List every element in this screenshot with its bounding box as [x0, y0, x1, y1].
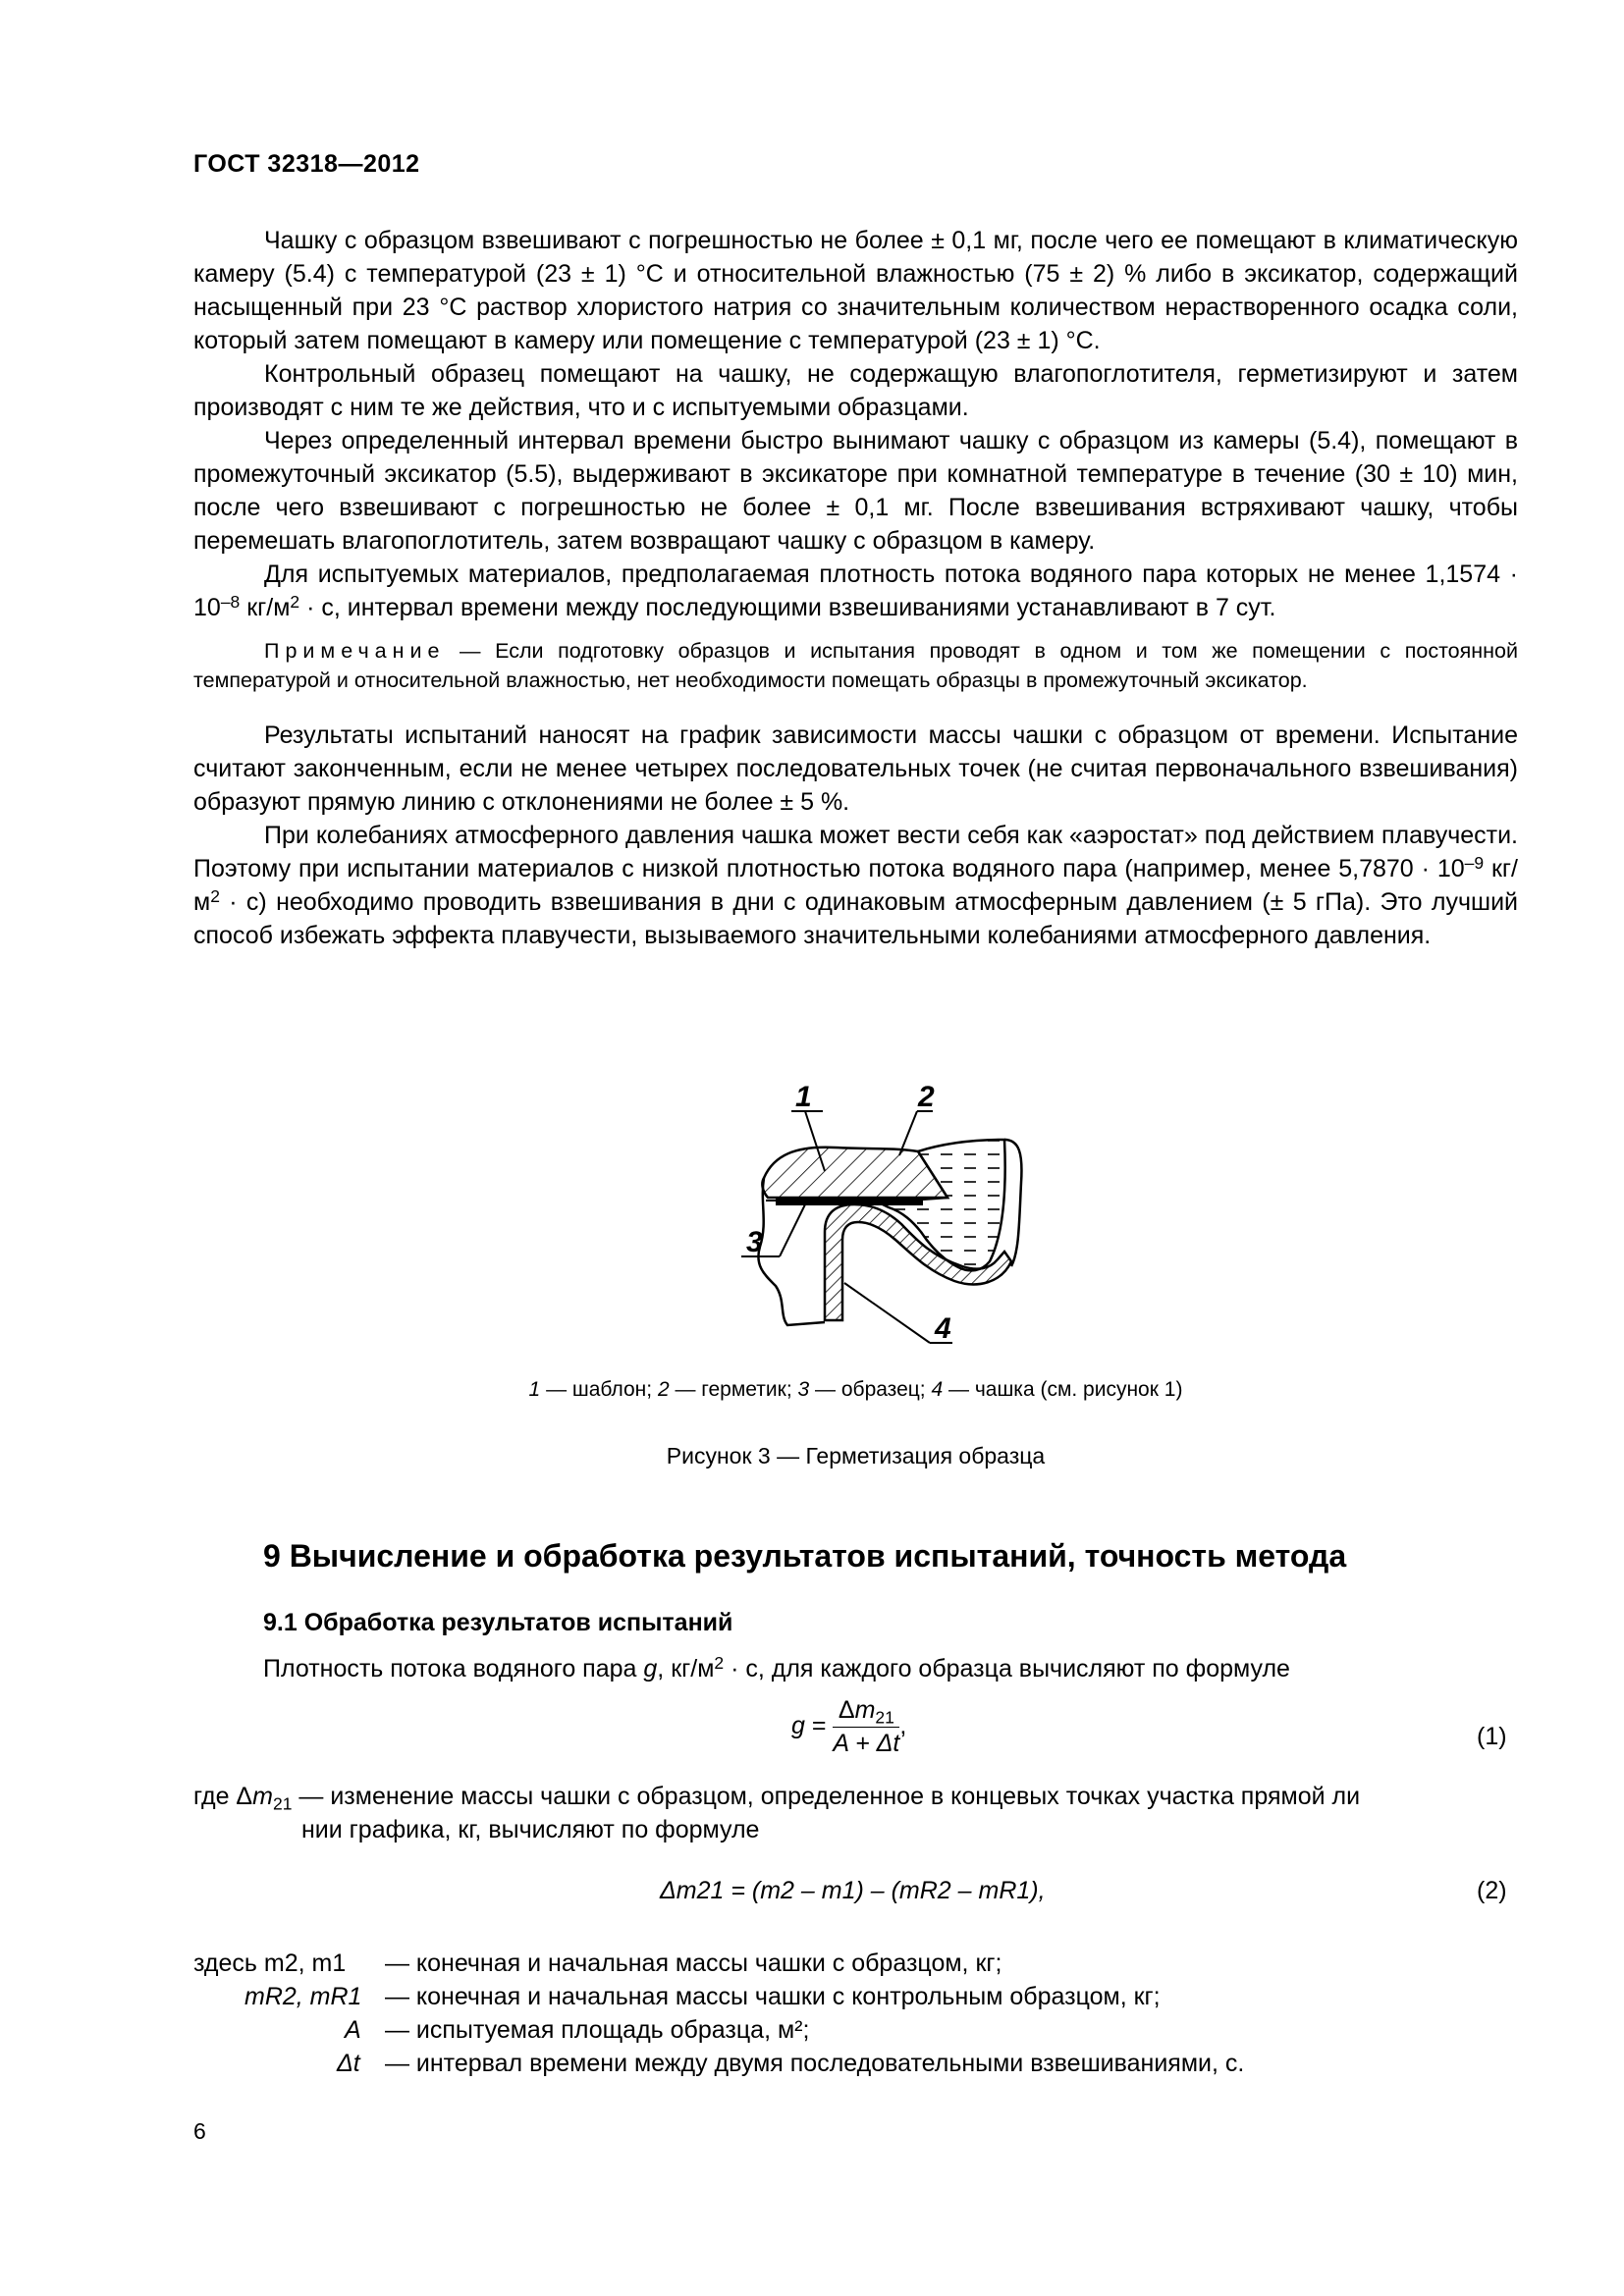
where-definition: где $\Delta m_{21}$ — изменение массы чашки с образцом, определенное в концевых точках участка прямой ли нии графика, кг, вычисляют по формуле — [193, 1783, 1361, 1843]
body-text — [193, 224, 1518, 952]
figure-label-3: 3 — [746, 1226, 763, 1258]
equation-number-1: (1) — [1477, 1723, 1507, 1750]
fraction: $\frac{\Delta m_{21}}{A + \Delta t}$ — [833, 1696, 900, 1757]
figure-label-1: 1 — [795, 1081, 812, 1113]
definition-row: mR2, mR1 — конечная и начальная массы чашки с контрольным образцом, кг; — [244, 1983, 1161, 2010]
sealing-diagram — [677, 1065, 1070, 1369]
note-label: Примечание — [264, 639, 446, 663]
page-number: 6 — [193, 2118, 206, 2144]
paragraph: Чашку с образцом взвешивают с погрешностью не более ± 0,1 мг, после чего ее помещают в климатическую камеру (5.4) с температурой (23 ± 1) °С и относительной влажностью (75 ± 2) % либо в эксикатор, содержащий насыщенный при 23 °С раствор хлористого натрия со значительным количеством нерастворенного осадка соли, который затем помещают в камеру или помещение с температурой (23 ± 1) °С. — [193, 227, 1518, 354]
paragraph: Для испытуемых материалов, предполагаемая плотность потока водяного пара которых не менее $1,1574 \cdot 10^{-8}$ $кг/м^2 \cdot с$, интервал времени между последующими взвешиваниями устанавливают в 7 сут. — [193, 561, 1518, 621]
paragraph: Результаты испытаний наносят на график зависимости массы чашки с образцом от времени. Испытание считают законченным, если не менее четырех последовательных точек (не считая первоначального взвешивания) образуют прямую линию с отклонениями не более ± 5 %. — [193, 721, 1518, 816]
figure-legend: 1 — шаблон; 2 — герметик; 3 — образец; 4 — чашка (см. рисунок 1) — [528, 1378, 1183, 1401]
definition-row: Δt — интервал времени между двумя последовательными взвешиваниями, с. — [337, 2050, 1245, 2077]
formula-2: Δm21 = (m2 – m1) – (mR2 – mR1), — [660, 1877, 1046, 1904]
section-title: 9 Вычисление и обработка результатов испытаний, точность метода — [263, 1538, 1347, 1574]
equation-number-2: (2) — [1477, 1877, 1507, 1904]
paragraph: Через определенный интервал времени быстро вынимают чашку с образцом из камеры (5.4), помещают в промежуточный эксикатор (5.5), выдерживают в эксикаторе при комнатной температуре в течение (30 ± 10) мин, после чего взвешивают с погрешностью не более ± 0,1 мг. После взвешивания встряхивают чашку, чтобы перемешать влагопоглотитель, затем возвращают чашку с образцом в камеру. — [193, 427, 1518, 555]
figure-label-2: 2 — [918, 1081, 935, 1113]
definition-row: здесь m2, m1 — конечная и начальная массы чашки с образцом, кг; — [193, 1949, 1002, 1977]
formula-1: g = $\frac{\Delta m_{21}}{A + \Delta t}$ , — [791, 1696, 907, 1757]
paragraph: Контрольный образец помещают на чашку, не содержащую влагопоглотителя, герметизируют и затем производят с ним те же действия, что и с испытуемыми образцами. — [193, 360, 1518, 421]
formula-intro: Плотность потока водяного пара g, $кг/м^2 \cdot с$, для каждого образца вычисляют по формуле — [263, 1653, 1290, 1682]
definition-row: A — испытуемая площадь образца, м²; — [345, 2016, 810, 2044]
figure-caption: Рисунок 3 — Герметизация образца — [666, 1443, 1046, 1468]
note: Примечание — Если подготовку образцов и испытания проводят в одном и том же помещении с постоянной температурой и относительной влажностью, нет необходимости помещать образцы в промежуточный эксикатор. — [193, 639, 1518, 692]
document-header: ГОСТ 32318—2012 — [193, 150, 420, 178]
subsection-title: 9.1 Обработка результатов испытаний — [263, 1609, 733, 1636]
paragraph: При колебаниях атмосферного давления чашка может вести себя как «аэростат» под действием плавучести. Поэтому при испытании материалов с низкой плотностью потока водяного пара (например, менее $5,7870 \cdot 10^{-9}$ $кг/м^2 \cdot с$) необходимо проводить взвешивания в дни с одинаковым атмосферным давлением (± 5 гПа). Это лучший способ избежать эффекта плавучести, вызываемого значительными колебаниями атмосферного давления. — [193, 822, 1518, 949]
figure-label-4: 4 — [935, 1312, 951, 1345]
